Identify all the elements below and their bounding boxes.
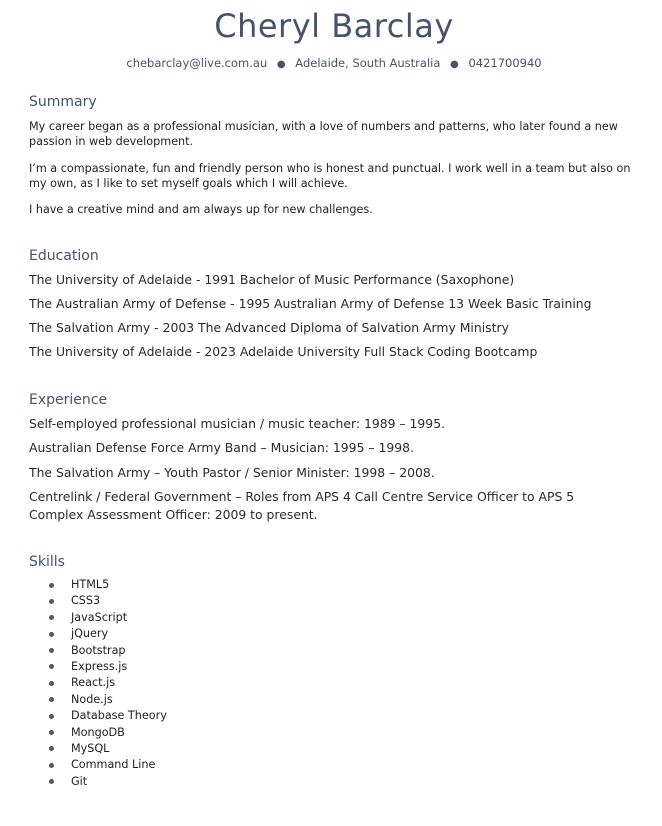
bullet-icon <box>49 779 54 784</box>
skill-item <box>29 626 167 642</box>
bullet-icon <box>49 599 54 604</box>
bullet-icon <box>49 664 54 669</box>
skill-label: CSS3 <box>71 594 101 608</box>
skill-item <box>29 675 167 691</box>
skill-label: Node.js <box>71 692 113 706</box>
bullet-icon <box>49 615 54 620</box>
summary-paragraph: I’m a compassionate, fun and friendly person who is honest and punctual. I work well in a team but also on my own, as I like to set myself goals which I will achieve. <box>29 162 631 190</box>
resume-name: Cheryl Barclay <box>214 7 454 45</box>
education-item: The Australian Army of Defense - 1995 Australian Army of Defense 13 Week Basic Training <box>29 296 592 311</box>
bullet-icon <box>49 697 54 702</box>
skills-heading: Skills <box>29 554 65 570</box>
skill-item <box>29 643 167 659</box>
skill-item <box>29 593 167 609</box>
contact-line <box>0 54 662 74</box>
education-heading: Education <box>29 248 99 264</box>
skill-item <box>29 741 167 757</box>
education-item: The Salvation Army - 2003 The Advanced Diploma of Salvation Army Ministry <box>29 320 509 335</box>
skills-list <box>29 577 167 790</box>
experience-heading: Experience <box>29 392 108 408</box>
skill-label: MySQL <box>71 741 110 755</box>
bullet-icon <box>49 681 54 686</box>
experience-item: Centrelink / Federal Government – Roles from APS 4 Call Centre Service Officer to APS 5 Complex Assessment Officer: 2009 to present. <box>29 489 575 522</box>
bullet-icon <box>49 730 54 735</box>
skill-label: Express.js <box>71 659 128 673</box>
skill-item <box>29 708 167 724</box>
skill-label: MongoDB <box>71 725 125 739</box>
bullet-icon <box>49 714 54 719</box>
education-item: The University of Adelaide - 2023 Adelaide University Full Stack Coding Bootcamp <box>29 344 538 359</box>
skill-item <box>29 659 167 675</box>
summary-paragraph: I have a creative mind and am always up for new challenges. <box>29 203 373 216</box>
skill-item <box>29 577 167 593</box>
bullet-icon <box>49 583 54 588</box>
experience-item: The Salvation Army – Youth Pastor / Senior Minister: 1998 – 2008. <box>29 465 435 480</box>
skill-item <box>29 774 167 790</box>
bullet-icon <box>49 632 54 637</box>
contact-email: chebarclay@live.com.au <box>126 56 268 70</box>
skill-item <box>29 610 167 626</box>
bullet-icon <box>49 648 54 653</box>
skill-label: Command Line <box>71 758 156 772</box>
skill-item <box>29 725 167 741</box>
bullet-icon <box>49 763 54 768</box>
skill-item <box>29 692 167 708</box>
skill-label: React.js <box>71 676 116 690</box>
education-item: The University of Adelaide - 1991 Bachelor of Music Performance (Saxophone) <box>29 272 515 287</box>
experience-item: Australian Defense Force Army Band – Musician: 1995 – 1998. <box>29 440 414 455</box>
contact-phone: 0421700940 <box>468 56 542 70</box>
skill-label: JavaScript <box>71 610 128 624</box>
bullet-icon <box>49 746 54 751</box>
experience-item: Self-employed professional musician / music teacher: 1989 – 1995. <box>29 416 446 431</box>
skill-label: jQuery <box>71 627 109 641</box>
contact-separator: ● <box>276 59 286 70</box>
skill-item <box>29 757 167 773</box>
skill-label: Database Theory <box>71 709 167 723</box>
skill-label: Bootstrap <box>71 643 126 657</box>
contact-separator: ● <box>450 59 459 70</box>
summary-paragraph: My career began as a professional musician, with a love of numbers and patterns, who later found a new passion in web development. <box>29 120 618 148</box>
summary-heading: Summary <box>29 94 97 110</box>
skill-label: HTML5 <box>71 578 110 591</box>
contact-location: Adelaide, South Australia <box>295 56 441 70</box>
skill-label: Git <box>71 774 88 788</box>
